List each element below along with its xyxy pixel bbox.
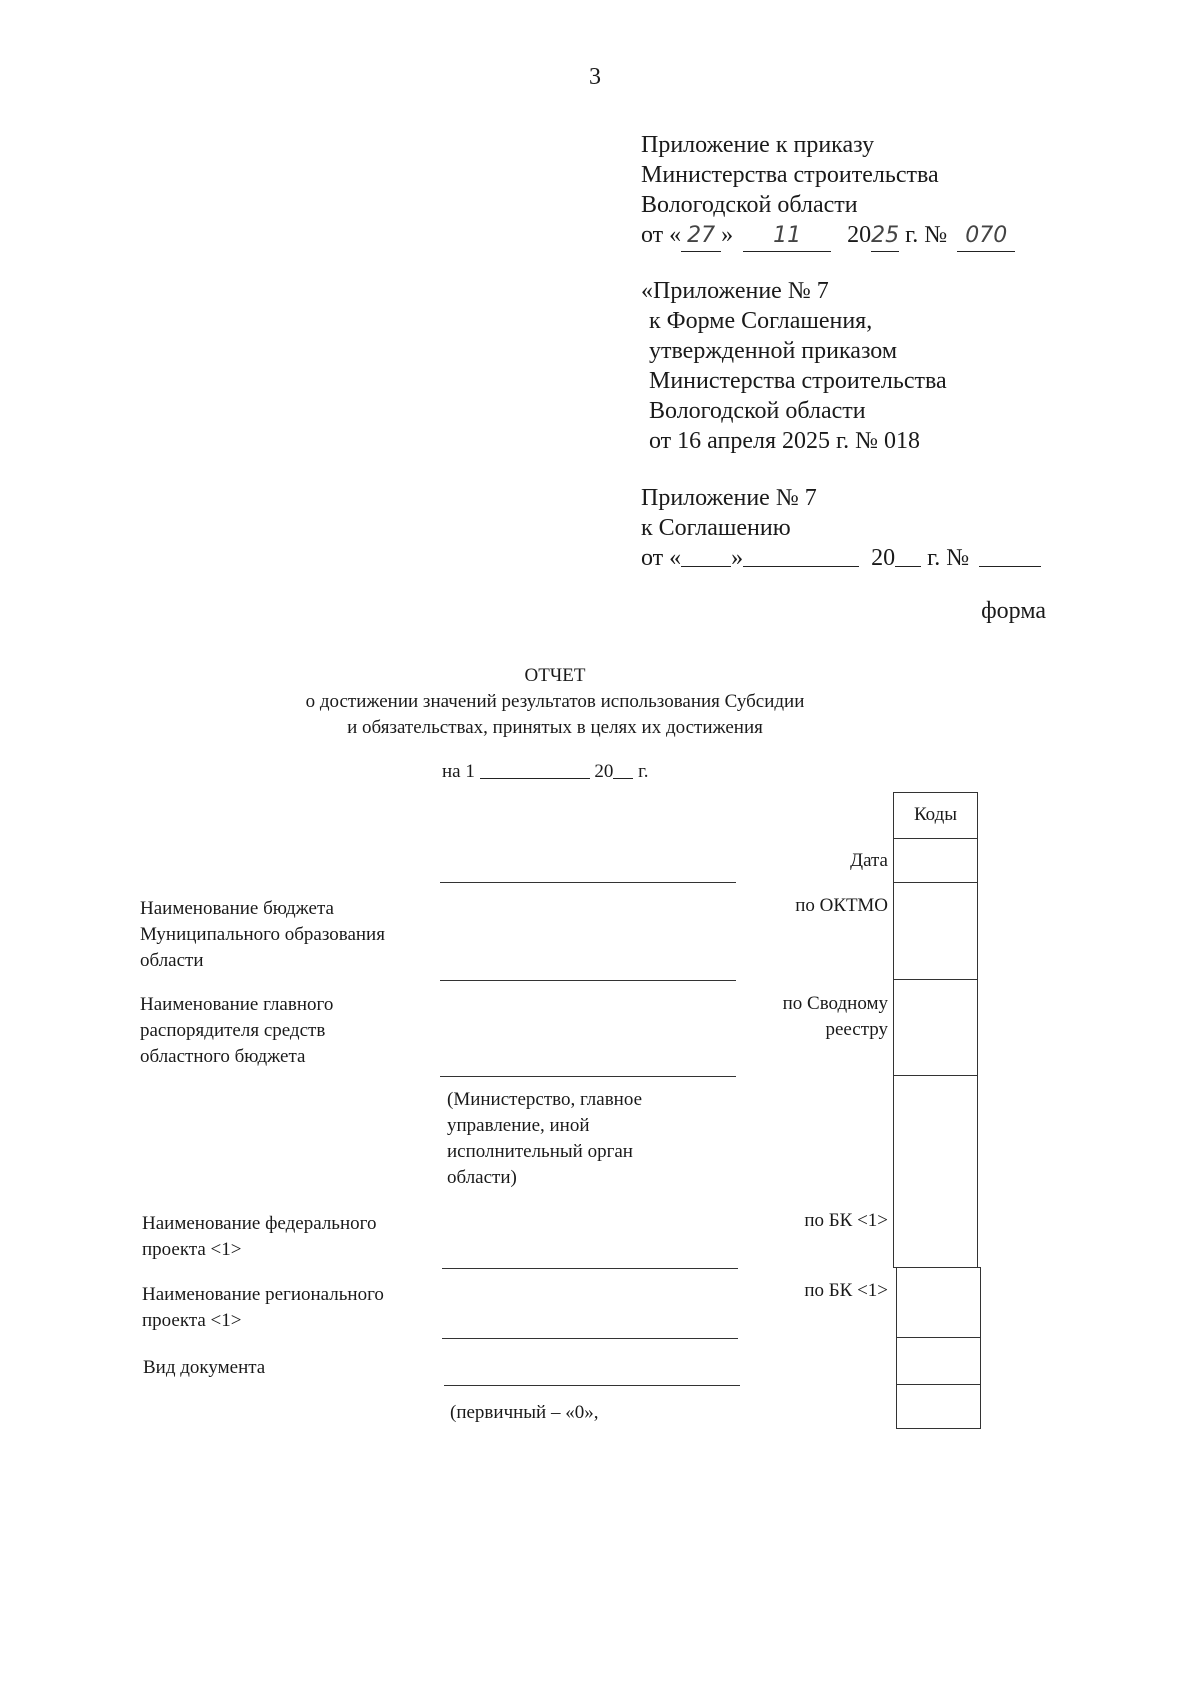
svod-label-line1: по Сводному <box>782 993 888 1014</box>
codes-column-lower[interactable] <box>896 1267 981 1429</box>
bk-code-label-regional: по БК <1> <box>804 1280 888 1301</box>
order-appendix-line2: Министерства строительства <box>641 162 939 188</box>
report-date-prefix: на 1 <box>442 761 475 782</box>
form-appendix-line1: «Приложение № 7 <box>641 278 829 304</box>
form-appendix-line2: к Форме Соглашения, <box>649 308 873 334</box>
ministry-note-line2: управление, иной <box>447 1115 590 1136</box>
manager-label-line3: областного бюджета <box>140 1046 306 1067</box>
ministry-note-line1: (Министерство, главное <box>447 1089 643 1110</box>
bk-code-label-federal: по БК <1> <box>804 1210 888 1231</box>
budget-label-line3: области <box>140 950 204 971</box>
year-prefix: 20 <box>847 222 872 248</box>
order-appendix-block <box>641 130 1015 252</box>
codes-divider-svod <box>893 1075 978 1076</box>
doctype-fill-line[interactable] <box>444 1385 740 1386</box>
agreement-appendix-line1: Приложение № 7 <box>641 485 817 511</box>
oktmo-code-label: по ОКТМО <box>795 895 888 916</box>
order-appendix-line3: Вологодской области <box>641 192 858 218</box>
order-appendix-date-line <box>641 220 1015 252</box>
manager-label-line1: Наименование главного <box>140 994 334 1015</box>
year-end: г. № <box>899 222 948 248</box>
budget-label-line2: Муниципального образования <box>140 924 385 945</box>
agreement-appendix-block <box>641 483 1041 573</box>
order-appendix-line1: Приложение к приказу <box>641 132 875 158</box>
federal-fill-line[interactable] <box>442 1268 738 1269</box>
svod-label-line2: реестру <box>825 1019 888 1040</box>
report-date-blank[interactable] <box>480 760 590 779</box>
ministry-note-line4: области) <box>447 1167 517 1188</box>
form-appendix-line3: утвержденной приказом <box>649 338 898 364</box>
primary-note: (первичный – «0», <box>450 1402 599 1423</box>
federal-label-line2: проекта <1> <box>142 1239 242 1260</box>
handwritten-year: 25 <box>871 221 899 252</box>
agreement-date-prefix: от « <box>641 545 682 571</box>
regional-project-label <box>142 1282 384 1334</box>
report-year-blank[interactable] <box>613 760 633 779</box>
regional-label-line1: Наименование регионального <box>142 1284 384 1305</box>
form-appendix-block <box>641 276 947 456</box>
federal-label-line1: Наименование федерального <box>142 1213 377 1234</box>
regional-fill-line[interactable] <box>442 1338 738 1339</box>
agreement-month-blank[interactable] <box>743 544 859 567</box>
document-type-label: Вид документа <box>143 1357 266 1378</box>
form-appendix-line5: Вологодской области <box>649 398 866 424</box>
page-number: 3 <box>589 64 601 90</box>
form-label: форма <box>981 598 1046 624</box>
report-date-year: 20 <box>594 761 614 782</box>
date-prefix: от « <box>641 222 682 248</box>
manager-label-line2: распорядителя средств <box>140 1020 326 1041</box>
codes-header: Коды <box>913 804 958 825</box>
budget-label-line1: Наименование бюджета <box>140 898 334 919</box>
agreement-date-line <box>641 543 1041 573</box>
report-subtitle-2: и обязательствах, принятых в целях их достижения <box>347 717 763 738</box>
agreement-date-mid: » <box>731 545 744 571</box>
svod-code-label <box>783 991 888 1043</box>
ministry-note-line3: исполнительный орган <box>447 1141 633 1162</box>
agreement-day-blank[interactable] <box>681 544 731 567</box>
codes-divider-oktmo <box>893 979 978 980</box>
date-fill-line[interactable] <box>440 882 736 883</box>
agreement-year-prefix: 20 <box>871 545 896 571</box>
manager-fill-line[interactable] <box>440 1076 736 1077</box>
report-title: ОТЧЕТ <box>524 665 586 686</box>
ministry-note <box>447 1087 642 1191</box>
main-manager-label <box>140 992 333 1070</box>
report-date-suffix: г. <box>638 761 649 782</box>
report-date-line <box>442 760 649 783</box>
agreement-year-end: г. № <box>921 545 970 571</box>
handwritten-day: 27 <box>681 221 721 252</box>
date-code-label: Дата <box>850 850 888 871</box>
budget-fill-line[interactable] <box>440 980 736 981</box>
agreement-number-blank[interactable] <box>979 544 1041 567</box>
agreement-appendix-line2: к Соглашению <box>641 515 791 541</box>
budget-name-label <box>140 896 385 974</box>
handwritten-month: 11 <box>743 221 831 252</box>
form-appendix-line4: Министерства строительства <box>649 368 947 394</box>
date-mid: » <box>721 222 734 248</box>
federal-project-label <box>142 1211 376 1263</box>
codes-divider-doctype <box>896 1384 981 1385</box>
agreement-year-blank[interactable] <box>895 544 921 567</box>
regional-label-line2: проекта <1> <box>142 1310 242 1331</box>
form-appendix-line6: от 16 апреля 2025 г. № 018 <box>649 428 921 454</box>
report-title-block <box>0 663 1110 741</box>
report-subtitle-1: о достижении значений результатов использования Субсидии <box>305 691 805 712</box>
codes-divider-date <box>893 838 978 839</box>
codes-divider-bk2 <box>896 1337 981 1338</box>
handwritten-number: 070 <box>957 221 1015 252</box>
